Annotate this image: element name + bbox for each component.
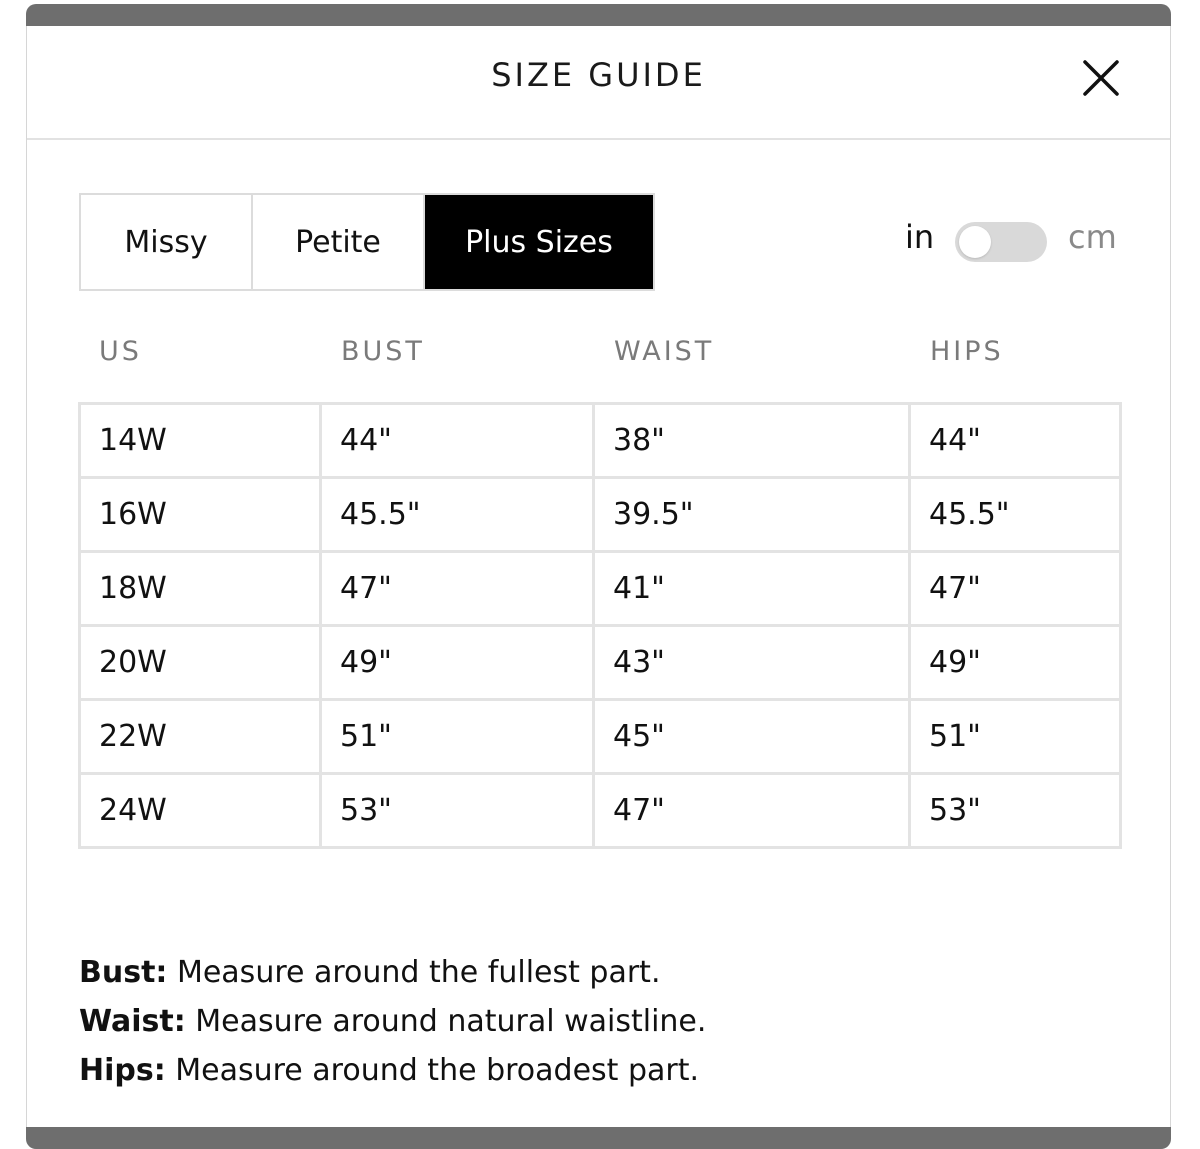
cell-bust: 45.5": [321, 478, 594, 552]
table-row: [80, 700, 1121, 774]
tab-missy[interactable]: Missy: [81, 195, 251, 289]
close-button[interactable]: [1077, 54, 1125, 102]
cell-waist: 45": [594, 700, 910, 774]
table-row: [80, 478, 1121, 552]
modal-header: [27, 26, 1170, 140]
modal-title: SIZE GUIDE: [491, 56, 706, 94]
cell-bust: 51": [321, 700, 594, 774]
toggle-knob: [959, 226, 991, 258]
size-guide-modal: [26, 26, 1171, 1127]
note-text: Measure around the broadest part.: [165, 1053, 700, 1088]
cell-us-size: 16W: [80, 478, 321, 552]
column-header-bust: BUST: [341, 336, 425, 367]
cell-us-size: 20W: [80, 626, 321, 700]
cell-hips: 44": [910, 404, 1121, 478]
unit-label-in: in: [905, 218, 935, 256]
table-row: [80, 552, 1121, 626]
cell-bust: 53": [321, 774, 594, 848]
cell-waist: 41": [594, 552, 910, 626]
size-category-tabs: [79, 193, 655, 291]
note-term: Bust:: [79, 955, 168, 990]
cell-us-size: 22W: [80, 700, 321, 774]
tab-plus-sizes[interactable]: Plus Sizes: [423, 195, 653, 289]
measurement-notes: [79, 948, 706, 1095]
column-header-waist: WAIST: [614, 336, 715, 367]
cell-waist: 38": [594, 404, 910, 478]
cell-waist: 47": [594, 774, 910, 848]
window-frame-top: [26, 4, 1171, 26]
size-table: [78, 402, 1122, 849]
note-waist: [79, 997, 706, 1046]
cell-waist: 39.5": [594, 478, 910, 552]
close-icon: [1077, 54, 1125, 102]
unit-label-cm: cm: [1068, 218, 1117, 256]
cell-hips: 53": [910, 774, 1121, 848]
cell-hips: 51": [910, 700, 1121, 774]
cell-bust: 49": [321, 626, 594, 700]
note-term: Hips:: [79, 1053, 166, 1088]
tab-petite[interactable]: Petite: [251, 195, 423, 289]
cell-bust: 47": [321, 552, 594, 626]
window-frame-bottom: [26, 1127, 1171, 1149]
note-hips: [79, 1046, 706, 1095]
column-header-us: US: [99, 336, 142, 367]
note-text: Measure around natural waistline.: [185, 1004, 707, 1039]
note-text: Measure around the fullest part.: [167, 955, 661, 990]
table-row: [80, 626, 1121, 700]
cell-us-size: 18W: [80, 552, 321, 626]
note-term: Waist:: [79, 1004, 186, 1039]
cell-us-size: 24W: [80, 774, 321, 848]
cell-hips: 49": [910, 626, 1121, 700]
cell-us-size: 14W: [80, 404, 321, 478]
unit-toggle-switch[interactable]: [955, 222, 1047, 262]
note-bust: [79, 948, 706, 997]
table-row: [80, 404, 1121, 478]
column-header-hips: HIPS: [930, 336, 1004, 367]
cell-hips: 45.5": [910, 478, 1121, 552]
cell-hips: 47": [910, 552, 1121, 626]
cell-bust: 44": [321, 404, 594, 478]
table-column-headers: [79, 336, 1119, 376]
cell-waist: 43": [594, 626, 910, 700]
table-row: [80, 774, 1121, 848]
